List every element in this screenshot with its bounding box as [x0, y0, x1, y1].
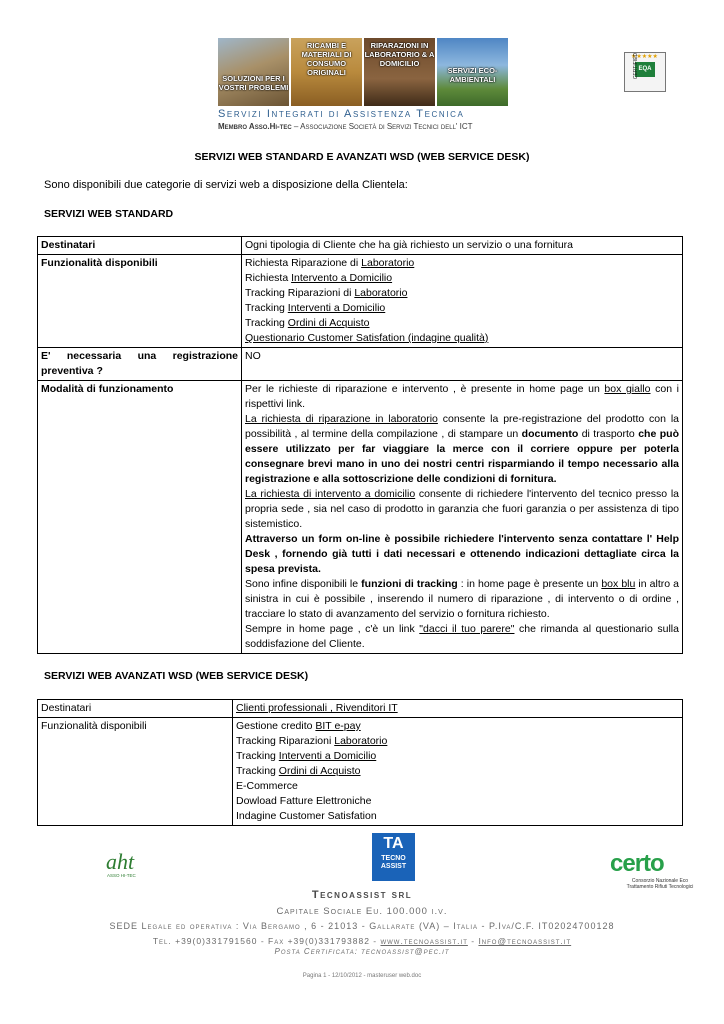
table-row [38, 700, 683, 718]
func-link[interactable]: Laboratorio [334, 735, 388, 747]
func-link[interactable]: Interventi a Domicilio [278, 750, 377, 762]
dest-value [233, 700, 683, 718]
list-item [245, 316, 679, 331]
intervention-request-link[interactable]: La richiesta di intervento a domicilio [245, 488, 416, 500]
tecnoassist-logo-text: TECNO ASSIST [380, 855, 407, 870]
company-tagline: Servizi Integrati di Assistenza Tecnica [218, 108, 465, 120]
mode-paragraph [245, 487, 679, 532]
func-link[interactable]: Laboratorio [354, 287, 408, 299]
list-item [245, 286, 679, 301]
banner-tile-eco [437, 38, 508, 106]
func-link[interactable]: BIT e-pay [315, 720, 361, 732]
standard-table [37, 236, 683, 654]
advanced-heading: SERVIZI WEB AVANZATI WSD (WEB SERVICE DESK) [44, 670, 309, 682]
func-text: Tracking [236, 750, 279, 762]
list-item [236, 734, 679, 749]
blue-box-link[interactable]: box blu [601, 578, 636, 590]
footer-separator: - [467, 936, 479, 946]
func-text: Tracking Riparazioni di [245, 287, 355, 299]
mode-description [242, 381, 683, 654]
func-link[interactable]: Ordini di Acquisto [287, 317, 370, 329]
aht-logo-graphic [104, 849, 156, 879]
list-item [236, 764, 679, 779]
list-item [245, 256, 679, 271]
mode-paragraph: Attraverso un form on-line è possibile richiedere l'intervento senza contattare l' Help Desk , fornendo già tutti i dati necessari e ottenendo indicazioni dettagliate circa la spesa prevista. [245, 533, 679, 575]
func-label: Funzionalità disponibili [38, 255, 242, 348]
mode-paragraph [245, 622, 679, 652]
website-link[interactable]: www.tecnoassist.it [380, 936, 468, 946]
func-link[interactable]: Questionario Customer Satisfation (indagine qualità) [245, 332, 489, 344]
mode-paragraph [245, 577, 679, 622]
aht-logo-word: aht [106, 849, 135, 874]
footer-company: Tecnoassist srl [311, 889, 413, 901]
text-bold: documento [521, 428, 579, 440]
footer-phone: Tel. +39(0)331791560 - Fax +39(0)331793882 - [152, 936, 381, 946]
banner-tile-solutions [218, 38, 289, 106]
membership-line [218, 122, 473, 131]
text-bold: che può essere utilizzato per far viaggiare la merce con il corriere oppure per poterla consegnare brevi mano in uno dei nostri centri risparmiando il tempo necessario alla registrazione e alla sottoscrizione delle condizioni di fornitura. [245, 428, 679, 485]
table-row [38, 255, 683, 348]
func-link[interactable]: Laboratorio [361, 257, 415, 269]
banner-tile-label: SERVIZI ECO-AMBIENTALI [447, 66, 498, 84]
header-banner [218, 38, 508, 106]
text: : in home page è presente un [457, 578, 602, 590]
func-text: Tracking [245, 302, 288, 314]
registration-value: NO [242, 348, 683, 381]
func-text: Indagine Customer Satisfation [236, 810, 377, 822]
text-bold: funzioni di tracking [361, 578, 458, 590]
dest-label: Destinatari [38, 237, 242, 255]
table-row [38, 718, 683, 826]
func-text: E-Commerce [236, 780, 298, 792]
dest-value: Ogni tipologia di Cliente che ha già richiesto un servizio o una fornitura [242, 237, 683, 255]
func-list [242, 255, 683, 348]
banner-tile-parts [291, 38, 362, 106]
list-item [245, 331, 679, 346]
banner-tile-label: RIPARAZIONI IN LABORATORIO & A DOMICILIO [364, 41, 435, 68]
func-list [233, 718, 683, 826]
page-footer: Pagina 1 - 12/10/2012 - masteruser web.doc [302, 973, 422, 979]
func-text: Richiesta [245, 272, 292, 284]
list-item [236, 809, 679, 824]
yellow-box-link[interactable]: box giallo [604, 383, 651, 395]
func-text: Tracking [236, 765, 279, 777]
advanced-table [37, 699, 683, 826]
mode-label: Modalità di funzionamento [38, 381, 242, 654]
text: consente la pre-registrazione del prodotto con la possibilità , al termine della compilazione , di stampare un [245, 413, 679, 440]
table-row [38, 237, 683, 255]
func-link[interactable]: Ordini di Acquisto [278, 765, 361, 777]
membership-name: Membro Asso.Hi-tec [218, 122, 292, 131]
list-item [245, 301, 679, 316]
mode-paragraph [245, 412, 679, 487]
registration-label: E' necessaria una registrazione preventiva ? [38, 348, 242, 381]
func-text: Tracking Riparazioni [236, 735, 335, 747]
func-text: Dowload Fatture Elettroniche [236, 795, 372, 807]
text: Sono infine disponibili le [245, 578, 362, 590]
repair-request-link[interactable]: La richiesta di riparazione in laboratorio [245, 413, 438, 425]
aht-logo [104, 849, 156, 879]
document-title: SERVIZI WEB STANDARD E AVANZATI WSD (WEB SERVICE DESK) [194, 151, 530, 163]
certo-logo: certo [610, 850, 664, 877]
cert-label: CERTIFIED [633, 52, 640, 80]
tecnoassist-logo [372, 833, 415, 881]
standard-heading: SERVIZI WEB STANDARD [44, 208, 174, 220]
text: che rimanda al questionario sulla soddisfazione del Cliente. [245, 623, 679, 650]
banner-tile-label: RICAMBI E MATERIALI DI CONSUMO ORIGINALI [301, 41, 352, 77]
list-item [245, 271, 679, 286]
footer-pec: Posta Certificata: tecnoassist@pec.it [274, 947, 450, 956]
certo-logo-subtitle: Consorzio Nazionale Eco Trattamento Rifiuti Tecnologici [626, 878, 694, 890]
func-text: Gestione credito [236, 720, 316, 732]
cert-stars: ★★★★★ [631, 54, 658, 60]
text: Sempre in home page , c'è un link [245, 623, 420, 635]
list-item [236, 794, 679, 809]
footer-address: SEDE Legale ed operativa : Via Bergamo , 6 - 21013 - Gallarate (VA) – Italia - P.Iva/C.F. IT02024700128 [109, 921, 615, 931]
list-item [236, 749, 679, 764]
footer-contacts [0, 936, 724, 946]
func-text: Richiesta Riparazione di [245, 257, 362, 269]
certification-logo [624, 52, 666, 92]
intro-text: Sono disponibili due categorie di servizi web a disposizione della Clientela: [44, 179, 408, 191]
banner-tile-repairs [364, 38, 435, 106]
func-link[interactable]: Intervento a Domicilio [291, 272, 393, 284]
list-item [236, 719, 679, 734]
ta-monogram-icon: TA [383, 835, 404, 852]
membership-description: – Associazione Società di Servizi Tecnici dell' ICT [291, 122, 473, 131]
dest-value-text: Clienti professionali , Rivenditori IT [236, 702, 398, 714]
list-item [236, 779, 679, 794]
text: con i rispettivi link. [245, 383, 679, 410]
func-link[interactable]: Interventi a Domicilio [287, 302, 386, 314]
text: di trasporto [578, 428, 639, 440]
cert-mark: EQA [635, 62, 655, 77]
table-row [38, 348, 683, 381]
footer-capital: Capitale Sociale Eu. 100.000 i.v. [276, 906, 448, 917]
text: consente di richiedere l'intervento del tecnico presso la propria sede , sia nel caso di prodotto in garanzia che fuori garanzia o per assistenza di tipo sistemistico. [245, 488, 679, 530]
dest-label: Destinatari [38, 700, 233, 718]
banner-tile-label: SOLUZIONI PER I VOSTRI PROBLEMI [218, 74, 289, 92]
func-label: Funzionalità disponibili [38, 718, 233, 826]
email-link[interactable]: Info@tecnoassist.it [478, 936, 572, 946]
mode-paragraph [245, 382, 679, 412]
feedback-link[interactable]: "dacci il tuo parere" [419, 623, 515, 635]
table-row [38, 381, 683, 654]
func-text: Tracking [245, 317, 288, 329]
aht-logo-sub: ASSO HI-TEC [107, 873, 136, 878]
text: Per le richieste di riparazione e intervento , è presente in home page un [245, 383, 605, 395]
text: in altro a sinistra in cui è possibile , inserendo il numero di riparazione , di intervento o di ordine , tracciare lo stato di avanzamento del servizio o fornitura richiesto. [245, 578, 679, 620]
